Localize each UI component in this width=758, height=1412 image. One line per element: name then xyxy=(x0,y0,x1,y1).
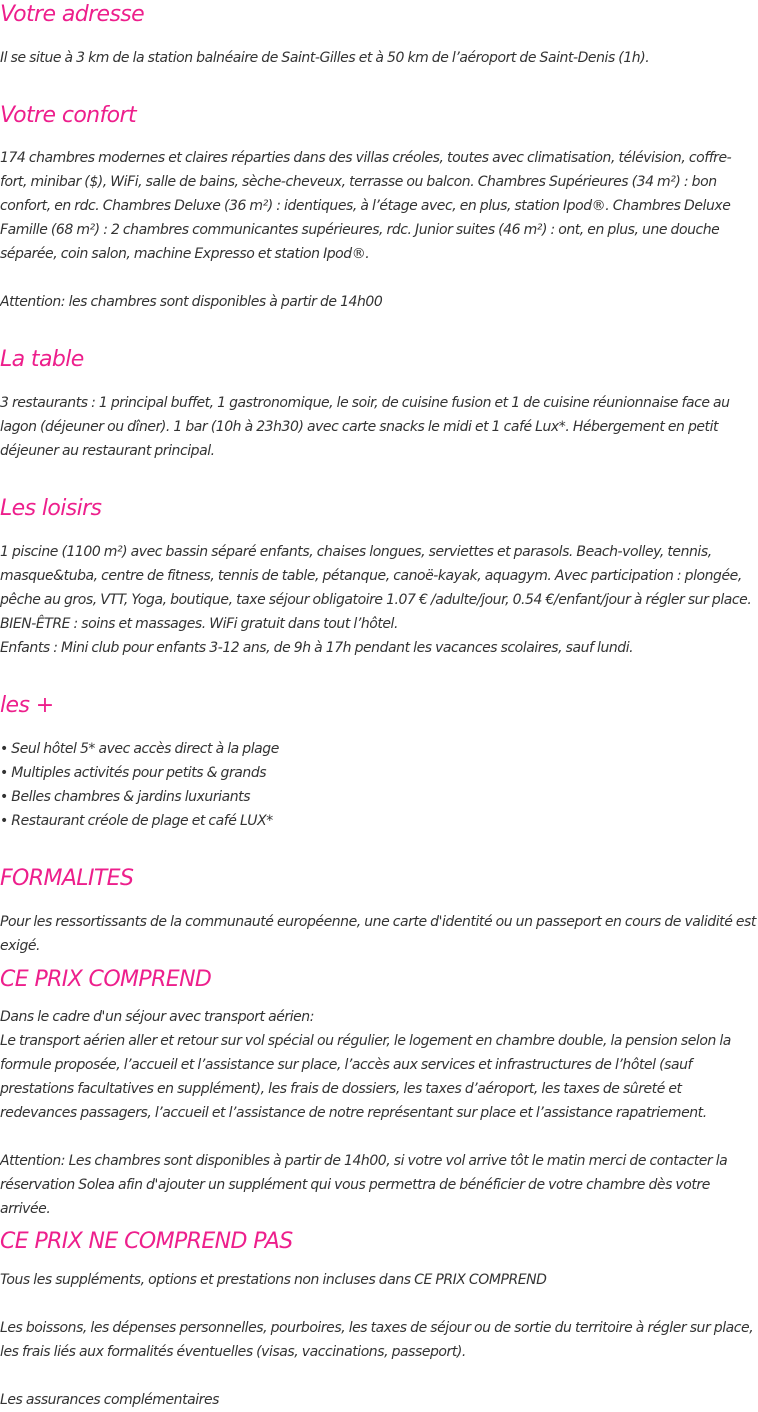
list-item: • Belles chambres & jardins luxuriants xyxy=(0,789,251,805)
section-title-formalites: FORMALITES xyxy=(0,866,134,891)
table-text: 3 restaurants : 1 principal buffet, 1 gastronomique, le soir, de cuisine fusion et 1 de cuisine réunionnaise face au lagon (déjeuner ou dîner). 1 bar (10h à 23h30) avec carte snacks le midi et 1 café Lux*. Hébergement en petit déjeuner au restaurant principal. xyxy=(0,395,730,459)
list-item: • Multiples activités pour petits & grands xyxy=(0,765,267,781)
ne-comprend-pas-line2: Les boissons, les dépenses personnelles, pourboires, les taxes de séjour ou de sortie du territoire à régler sur place, les frais liés aux formalités éventuelles (visas, vaccinations, passeport). xyxy=(0,1320,754,1360)
section-title-ne-comprend-pas: CE PRIX NE COMPREND PAS xyxy=(0,1229,293,1254)
list-item: • Seul hôtel 5* avec accès direct à la plage xyxy=(0,741,279,757)
adresse-text: Il se situe à 3 km de la station balnéaire de Saint-Gilles et à 50 km de l’aéroport de Saint-Denis (1h). xyxy=(0,50,650,66)
loisirs-enfants: Enfants : Mini club pour enfants 3-12 ans, de 9h à 17h pendant les vacances scolaires, sauf lundi. xyxy=(0,640,634,656)
confort-note: Attention: les chambres sont disponibles à partir de 14h00 xyxy=(0,294,383,310)
ne-comprend-pas-line1: Tous les suppléments, options et prestations non incluses dans CE PRIX COMPREND xyxy=(0,1272,547,1288)
comprend-text: Le transport aérien aller et retour sur vol spécial ou régulier, le logement en chambre double, la pension selon la formule proposée, l’accueil et l’assistance sur place, l’accès aux services et infrastructures de l’hôtel (sauf prestations facultatives en supplément), les frais de dossiers, les taxes d’aéroport, les taxes de sûreté et redevances passagers, l’accueil et l’assistance de notre représentant sur place et l’assistance rapatriement. xyxy=(0,1033,731,1121)
section-title-confort: Votre confort xyxy=(0,103,136,128)
loisirs-text: 1 piscine (1100 m²) avec bassin séparé enfants, chaises longues, serviettes et parasols. Beach-volley, tennis, masque&tuba, centre de fitness, tennis de table, pétanque, canoë-kayak, aquagym. Avec participation : plongée, pêche au gros, VTT, Yoga, boutique, taxe séjour obligatoire 1.07 € /adulte/jour, 0.54 €/enfant/jour à régler sur place. BIEN-ÊTRE : soins et massages. WiFi gratuit dans tout l’hôtel. xyxy=(0,544,752,632)
list-item: • Restaurant créole de plage et café LUX* xyxy=(0,813,273,829)
comprend-intro: Dans le cadre d'un séjour avec transport aérien: xyxy=(0,1009,314,1025)
comprend-note: Attention: Les chambres sont disponibles à partir de 14h00, si votre vol arrive tôt le matin merci de contacter la réservation Solea afin d'ajouter un supplément qui vous permettra de bénéficier de votre chambre dès votre arrivée. xyxy=(0,1153,728,1217)
section-title-loisirs: Les loisirs xyxy=(0,496,102,521)
confort-text: 174 chambres modernes et claires réparties dans des villas créoles, toutes avec climatisation, télévision, coffre-fort, minibar ($), WiFi, salle de bains, sèche-cheveux, terrasse ou balcon. Chambres Supérieures (34 m²) : bon confort, en rdc. Chambres Deluxe (36 m²) : identiques, à l’étage avec, en plus, station Ipod®. Chambres Deluxe Famille (68 m²) : 2 chambres communicantes supérieures, rdc. Junior suites (46 m²) : ont, en plus, une douche séparée, coin salon, machine Expresso et station Ipod®. xyxy=(0,150,732,262)
formalites-text: Pour les ressortissants de la communauté européenne, une carte d'identité ou un passeport en cours de validité est exigé. xyxy=(0,914,756,954)
ne-comprend-pas-line3: Les assurances complémentaires xyxy=(0,1392,219,1408)
section-title-comprend: CE PRIX COMPREND xyxy=(0,967,212,992)
section-title-table: La table xyxy=(0,347,84,372)
section-title-plus: les + xyxy=(0,693,54,718)
plus-list xyxy=(0,737,758,833)
section-title-adresse: Votre adresse xyxy=(0,2,145,27)
